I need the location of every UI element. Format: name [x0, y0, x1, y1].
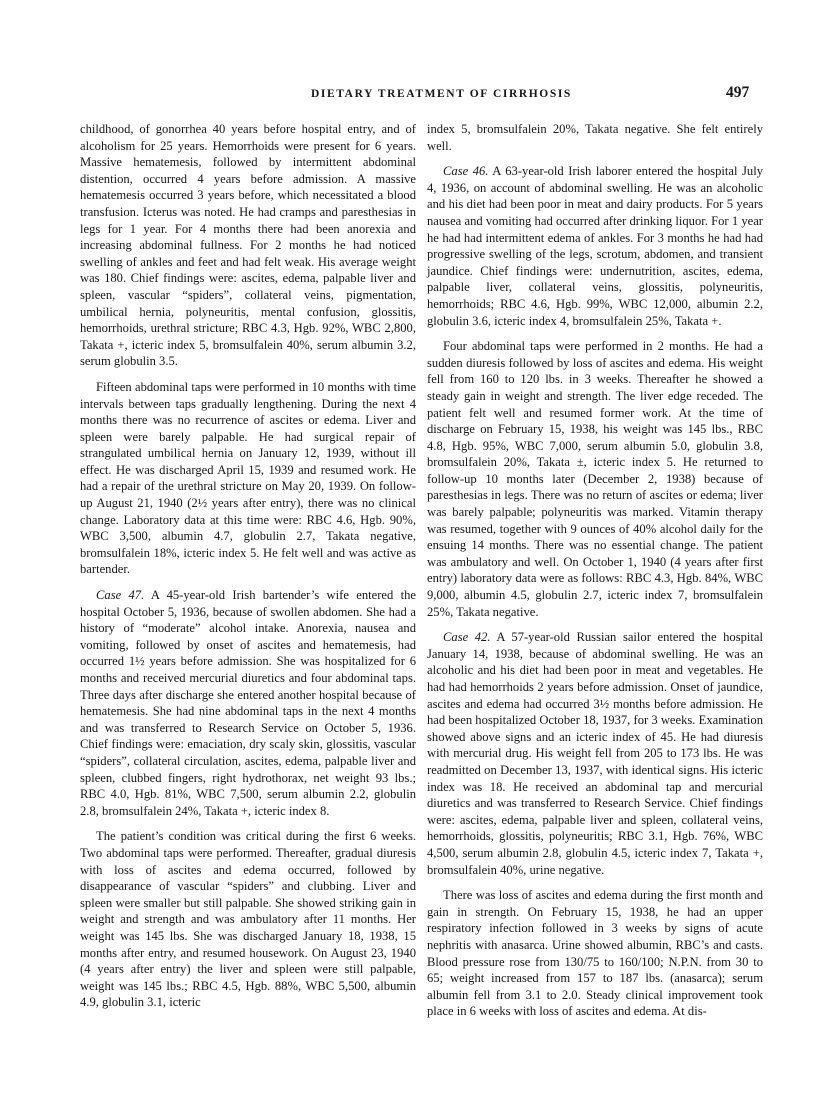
right-column	[427, 121, 763, 1029]
paragraph: There was loss of ascites and edema during the first month and gain in strength. On February 15, 1938, he had an upper respiratory infection followed in 3 weeks by signs of acute nephritis with anasarca. Urine showed albumin, RBC’s and casts. Blood pressure rose from 130/75 to 160/100; N.P.N. from 30 to 65; weight increased from 157 to 187 lbs. (anasarca); serum albumin fell from 3.1 to 2.0. Steady clinical improvement took place in 6 weeks with loss of ascites and edema. At dis-	[427, 888, 763, 1019]
case-46-paragraph	[427, 163, 763, 329]
page-number: 497	[726, 84, 750, 101]
case-text: A 45-year-old Irish bartender’s wife entered the hospital October 5, 1936, because of swollen abdomen. She had a history of “moderate” alcohol intake. Anorexia, nausea and vomiting, followed by onset of ascites and hematemesis, had occurred 1½ years before admission. She was hospitalized for 6 months and received mercurial diuretics and four abdominal taps. Three days after discharge she entered another hospital because of hematemesis. She had nine abdominal taps in the next 4 months and was transferred to Research Service on October 5, 1936. Chief findings were: emaciation, dry scaly skin, glossitis, vascular “spiders”, collateral circulation, ascites, edema, palpable liver and spleen, clubbed fingers, right hydrothorax, net weight 93 lbs.; RBC 4.0, Hgb. 81%, WBC 7,500, serum albumin 2.2, globulin 2.8, bromsulfalein 24%, Takata +, icteric index 8.	[80, 588, 416, 818]
running-title: DIETARY TREATMENT OF CIRRHOSIS	[311, 88, 572, 100]
paragraph: Fifteen abdominal taps were performed in 10 months with time intervals between taps gradually lengthening. During the next 4 months there was no recurrence of ascites or edema. Liver and spleen were barely palpable. He had surgical repair of strangulated umbilical hernia on January 12, 1939, without ill effect. He was discharged April 15, 1939 and resumed work. He had a repair of the urethral stricture on May 20, 1939. On follow-up August 21, 1940 (2½ years after entry), there was no clinical change. Laboratory data at this time were: RBC 4.6, Hgb. 90%, WBC 3,500, albumin 4.7, globulin 2.7, Takata negative, bromsulfalein 18%, icteric index 5. He felt well and was active as bartender.	[80, 379, 416, 577]
case-text: A 57-year-old Russian sailor entered the hospital January 14, 1938, because of abdominal swelling. He was an alcoholic and his diet had been poor in meat and vegetables. He had had hemorrhoids 2 years before admission. Onset of jaundice, ascites and edema had occurred 3½ months before admission. He had been hospitalized October 18, 1937, for 3 weeks. Examination showed above signs and an icteric index of 45. He had diuresis with mercurial drug. His weight fell from 205 to 173 lbs. He was readmitted on December 13, 1937, with identical signs. His icteric index was 18. He received an abdominal tap and mercurial diuretics and was transferred to Research Service. Chief findings were: ascites, edema, palpable liver and spleen, collateral veins, hemorrhoids, glossitis, polyneuritis; RBC 3.1, Hgb. 76%, WBC 4,500, serum albumin 2.8, globulin 4.5, icteric index 7, Takata +, bromsulfalein 40%, urine negative.	[427, 630, 763, 877]
case-label: Case 42.	[443, 630, 491, 645]
paragraph: The patient’s condition was critical during the first 6 weeks. Two abdominal taps were performed. Thereafter, gradual diuresis with loss of ascites and edema occurred, followed by disappearance of vascular “spiders” and clubbing. Liver and spleen were smaller but still palpable. She showed striking gain in weight and strength and was ambulatory after 11 months. Her weight was 145 lbs. She was discharged January 18, 1938, 15 months after entry, and resumed housework. On August 23, 1940 (4 years after entry) the liver and spleen were still palpable, weight was 145 lbs.; RBC 4.5, Hgb. 88%, WBC 5,500, albumin 4.9, globulin 3.1, icteric	[80, 829, 416, 1010]
running-header	[0, 86, 816, 106]
case-label: Case 47.	[96, 588, 145, 603]
left-column	[80, 121, 416, 1020]
case-text: A 63-year-old Irish laborer entered the hospital July 4, 1936, on account of abdominal swelling. He was an alcoholic and his diet had been poor in meat and dairy products. For 5 years nausea and vomiting had occurred after drinking liquor. For 1 year he had had intermittent edema of ankles. For 3 months he had had progressive swelling of the legs, scrotum, abdomen, and transient jaundice. Chief findings were: undernutrition, ascites, edema, palpable liver, collateral veins, glossitis, polyneuritis, hemorrhoids; RBC 4.6, Hgb. 99%, WBC 12,000, albumin 2.2, globulin 3.6, icteric index 4, bromsulfalein 25%, Takata +.	[427, 164, 763, 328]
case-42-paragraph	[427, 629, 763, 878]
case-47-paragraph	[80, 587, 416, 819]
paragraph: Four abdominal taps were performed in 2 months. He had a sudden diuresis followed by loss of ascites and edema. His weight fell from 160 to 120 lbs. in 3 weeks. Thereafter he showed a steady gain in weight and strength. The liver edge receded. The patient felt well and resumed former work. At the time of discharge on February 15, 1938, his weight was 145 lbs., RBC 4.8, Hgb. 95%, WBC 7,000, serum albumin 5.0, globulin 3.8, bromsulfalein 20%, Takata ±, icteric index 5. He returned to follow-up 10 months later (December 2, 1938) because of paresthesias in legs. There was no return of ascites or edema; liver was barely palpable; polyneuritis was marked. Vitamin therapy was resumed, together with 9 ounces of 40% alcohol daily for the ensuing 14 months. There was no essential change. The patient was ambulatory and well. On October 1, 1940 (4 years after first entry) laboratory data were as follows: RBC 4.3, Hgb. 84%, WBC 9,000, albumin 4.5, globulin 2.7, icteric index 7, bromsulfalein 25%, Takata negative.	[427, 339, 763, 619]
case-label: Case 46.	[443, 164, 489, 179]
paragraph: index 5, bromsulfalein 20%, Takata negative. She felt entirely well.	[427, 122, 763, 153]
paragraph: childhood, of gonorrhea 40 years before hospital entry, and of alcoholism for 25 years. Hemorrhoids were present for 6 years. Massive hematemesis, followed by intermittent abdominal distention, occurred 4 years before admission. A massive hematemesis occurred 3 years before, which necessitated a blood transfusion. Icterus was noted. He had cramps and paresthesias in legs for 1 year. For 4 months there had been anorexia and increasing abdominal fullness. For 2 months he had noticed swelling of ankles and feet and had felt weak. His average weight was 180. Chief findings were: ascites, edema, palpable liver and spleen, vascular “spiders”, collateral veins, pigmentation, umbilical hernia, polyneuritis, mental confusion, glossitis, hemorrhoids, urethral stricture; RBC 4.3, Hgb. 92%, WBC 2,800, Takata +, icteric index 5, bromsulfalein 40%, serum albumin 3.2, serum globulin 3.5.	[80, 122, 416, 369]
